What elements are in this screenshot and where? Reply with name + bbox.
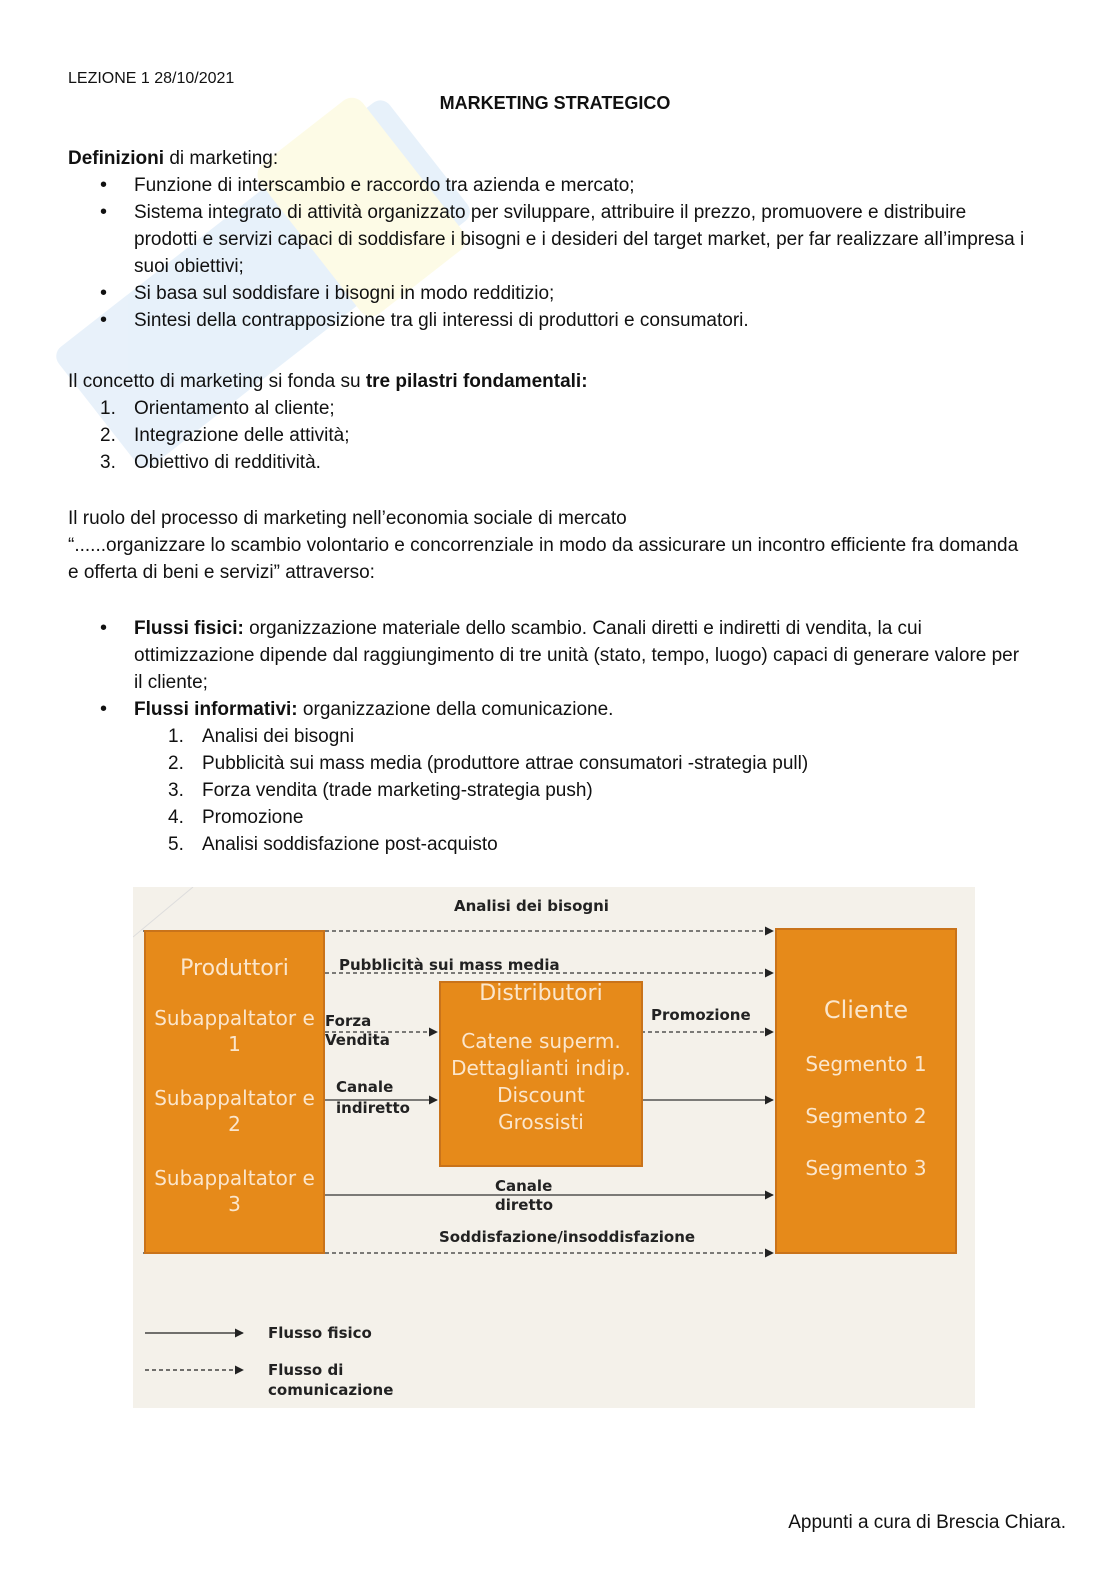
- flows-list: [68, 615, 1028, 723]
- producer-item: Subappaltator e 1: [154, 1006, 315, 1056]
- list-item: • Flussi informativi: organizzazione della comunicazione.: [68, 696, 1028, 723]
- indirect-channel-label: indiretto: [336, 1099, 410, 1117]
- sales-force-label: Forza: [325, 1012, 372, 1030]
- indirect-channel-label: Canale: [336, 1078, 394, 1096]
- list-item: 2. Integrazione delle attività;: [100, 425, 350, 446]
- client-segment: Segmento 1: [805, 1052, 927, 1076]
- role-section: [68, 505, 1028, 586]
- definitions-list: [68, 172, 1028, 334]
- list-item: • Flussi fisici: organizzazione materiale dello scambio. Canali diretti e indiretti di vendita, la cui ottimizzazione dipende dal raggiungimento di tre unità (stato, tempo, luogo) capaci di generare valore per il cliente;: [68, 615, 1028, 696]
- marketing-flow-diagram: [133, 887, 975, 1408]
- list-item: 4. Promozione: [168, 807, 304, 828]
- list-item: 2. Pubblicità sui mass media (produttore attrae consumatori -strategia pull): [168, 753, 809, 774]
- distributors-title: Distributori: [479, 981, 603, 1006]
- role-line: Il ruolo del processo di marketing nell’economia sociale di mercato: [68, 508, 627, 529]
- distributor-item: Grossisti: [498, 1110, 584, 1134]
- list-item: 1. Orientamento al cliente;: [100, 398, 335, 419]
- pillars-section: [68, 368, 1028, 476]
- distributor-item: Dettaglianti indip.: [451, 1056, 631, 1080]
- producers-title: Produttori: [180, 956, 289, 981]
- pillars-heading: Il concetto di marketing si fonda su tre pilastri fondamentali:: [68, 371, 588, 392]
- ads-label: Pubblicità sui mass media: [339, 956, 560, 974]
- flows-section: [68, 615, 1028, 858]
- producer-item: Subappaltator e 2: [154, 1086, 315, 1136]
- client-title: Cliente: [823, 996, 909, 1024]
- client-segment: Segmento 3: [805, 1156, 927, 1180]
- definitions-heading: Definizioni di marketing:: [68, 148, 279, 169]
- list-item: • Sintesi della contrapposizione tra gli interessi di produttori e consumatori.: [68, 307, 1028, 334]
- needs-label: Analisi dei bisogni: [454, 897, 609, 915]
- lesson-date: LEZIONE 1 28/10/2021: [68, 70, 235, 87]
- footer-credit: Appunti a cura di Brescia Chiara.: [788, 1512, 1066, 1533]
- distributor-item: Discount: [497, 1083, 585, 1107]
- client-box: [775, 928, 957, 1254]
- promotion-label: Promozione: [651, 1006, 751, 1024]
- direct-channel-label: diretto: [495, 1196, 554, 1214]
- distributor-item: Catene superm.: [461, 1029, 621, 1053]
- pillars-list: [68, 395, 1028, 476]
- producers-box: [144, 930, 325, 1254]
- list-item: • Funzione di interscambio e raccordo tra azienda e mercato;: [68, 172, 1028, 199]
- producer-item: Subappaltator e 3: [154, 1166, 315, 1216]
- list-item: 3. Obiettivo di redditività.: [100, 452, 321, 473]
- definitions-section: [68, 145, 1028, 334]
- info-flows-list: [68, 723, 1028, 858]
- sales-force-label: Vendita: [325, 1031, 390, 1049]
- legend-comm-label: Flusso di: [268, 1361, 344, 1379]
- role-quote: “......organizzare lo scambio volontario e concorrenziale in modo da assicurare un incontro efficiente fra domanda e offerta di beni e servizi” attraverso:: [68, 535, 1019, 583]
- client-segment: Segmento 2: [805, 1104, 927, 1128]
- legend-physical-label: Flusso fisico: [268, 1324, 372, 1342]
- list-item: 1. Analisi dei bisogni: [168, 726, 355, 747]
- direct-channel-label: Canale: [495, 1177, 553, 1195]
- legend-comm-label: comunicazione: [268, 1381, 394, 1399]
- list-item: • Sistema integrato di attività organizzato per sviluppare, attribuire il prezzo, promuovere e distribuire prodotti e servizi capaci di soddisfare i bisogni e i desideri del target market, per far realizzare all’impresa i suoi obiettivi;: [68, 199, 1028, 280]
- satisfaction-label: Soddisfazione/insoddisfazione: [439, 1228, 696, 1246]
- list-item: • Si basa sul soddisfare i bisogni in modo redditizio;: [68, 280, 1028, 307]
- list-item: 3. Forza vendita (trade marketing-strategia push): [168, 780, 593, 801]
- page-title: MARKETING STRATEGICO: [439, 93, 671, 113]
- list-item: 5. Analisi soddisfazione post-acquisto: [168, 834, 498, 855]
- distributors-box: [439, 981, 643, 1167]
